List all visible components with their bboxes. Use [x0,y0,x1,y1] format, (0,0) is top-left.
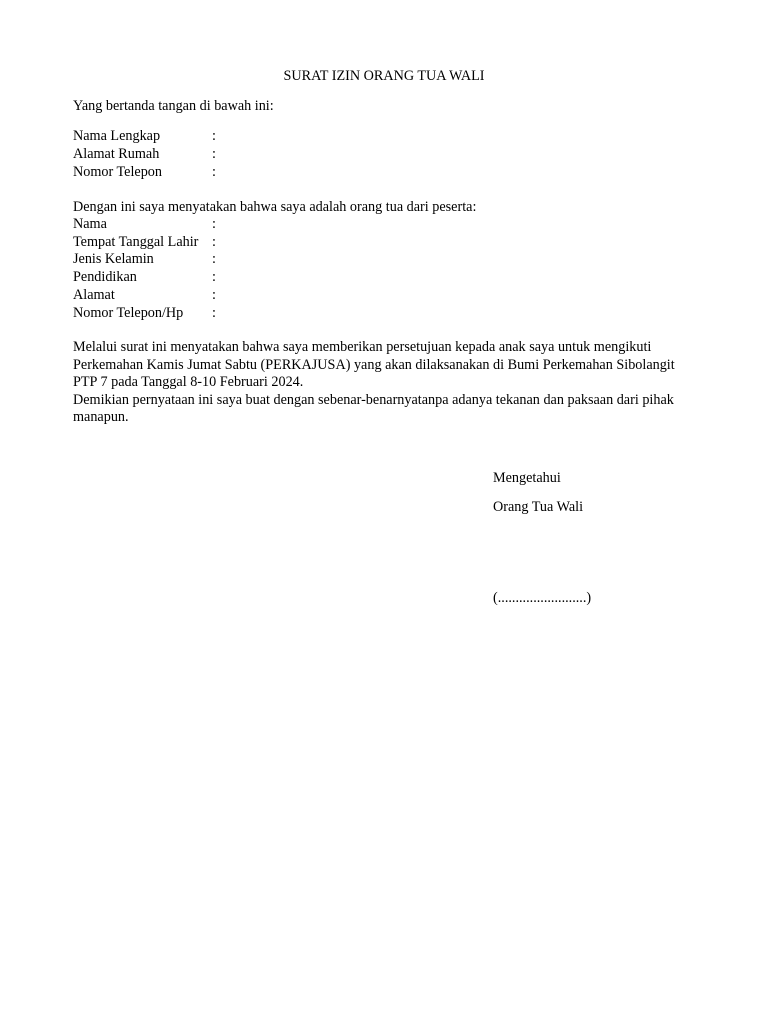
field-nama-lengkap [73,128,216,145]
field-label: Nomor Telepon [73,164,162,180]
document-title: SURAT IZIN ORANG TUA WALI [283,68,485,84]
field-nomor-telepon-hp [73,305,216,322]
field-separator: : [212,128,216,144]
field-pendidikan [73,269,216,286]
field-label: Jenis Kelamin [73,251,154,267]
signature-role: Orang Tua Wali [493,499,584,515]
field-separator: : [212,146,216,162]
field-label: Nama [73,216,107,232]
field-alamat-rumah [73,146,216,163]
field-alamat [73,287,216,304]
field-label: Nama Lengkap [73,128,161,144]
field-label: Alamat [73,287,115,303]
signature-name-placeholder: (.........................) [493,590,592,606]
signature-acknowledged: Mengetahui [493,470,561,486]
field-separator: : [212,269,216,285]
closing-paragraph: Demikian pernyataan ini saya buat dengan sebenar-benarnyatanpa adanya tekanan dan paksaan dari pihak manapun. [73,391,674,426]
statement-text: Dengan ini saya menyatakan bahwa saya adalah orang tua dari peserta: [73,199,477,215]
field-separator: : [212,216,216,232]
field-label: Alamat Rumah [73,146,160,162]
consent-paragraph: Melalui surat ini menyatakan bahwa saya memberikan persetujuan kepada anak saya untuk mengikuti Perkemahan Kamis Jumat Sabtu (PERKAJUSA) yang akan dilaksanakan di Bumi Perkemahan Sibolangit PTP 7 pada Tanggal 8-10 Februari 2024. [73,339,675,391]
field-nama [73,216,216,233]
field-tempat-tanggal-lahir [73,234,216,251]
intro-text: Yang bertanda tangan di bawah ini: [73,98,274,114]
field-separator: : [212,164,216,180]
body-paragraphs [73,339,693,427]
field-jenis-kelamin [73,251,216,268]
field-separator: : [212,305,216,321]
field-label: Nomor Telepon/Hp [73,305,184,321]
field-nomor-telepon [73,164,216,181]
field-separator: : [212,234,216,250]
field-label: Tempat Tanggal Lahir [73,234,199,250]
field-label: Pendidikan [73,269,137,285]
field-separator: : [212,251,216,267]
field-separator: : [212,287,216,303]
